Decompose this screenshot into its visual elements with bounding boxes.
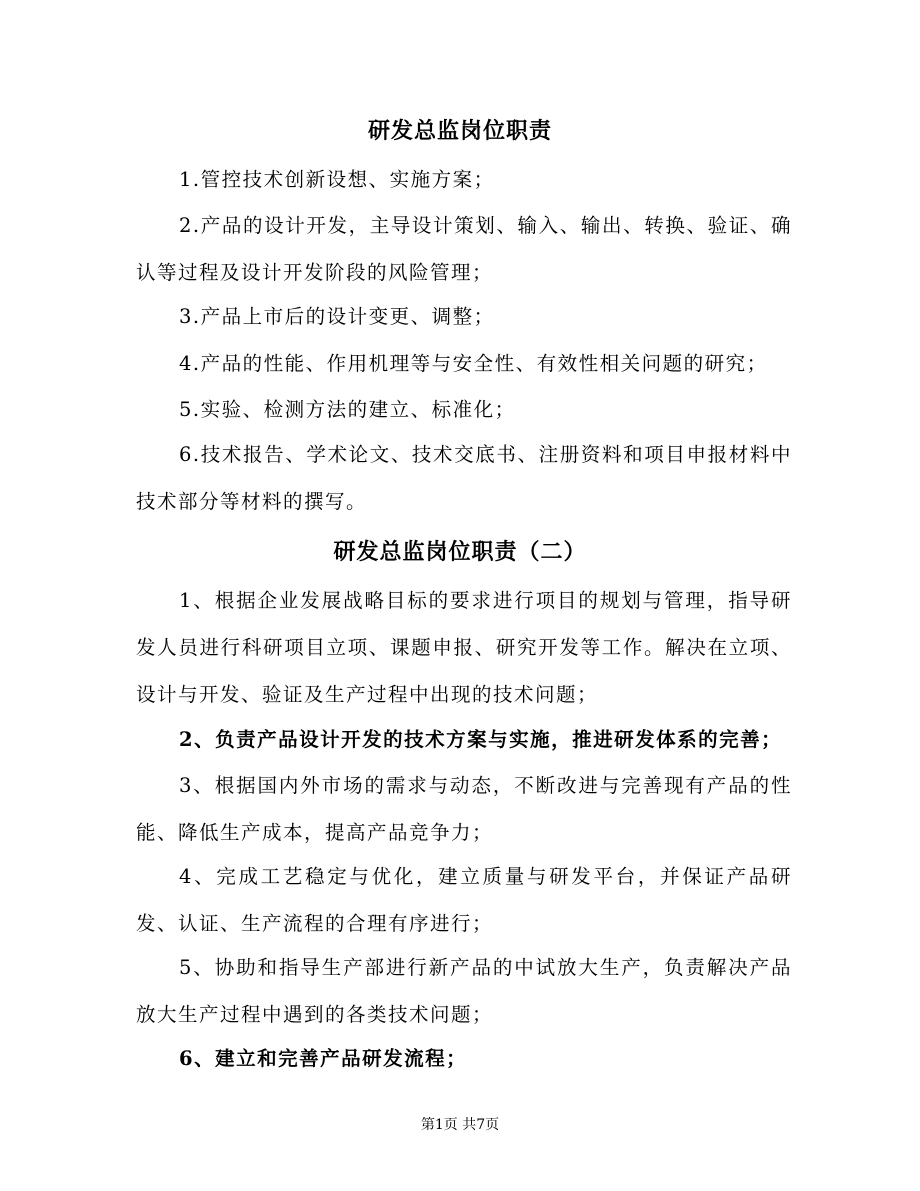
duty-item: 4.产品的性能、作用机理等与安全性、有效性相关问题的研究； [179, 352, 768, 375]
section-title: 研发总监岗位职责 [367, 118, 552, 144]
page-number: 第1页 共7页 [420, 1117, 500, 1133]
duty-item: 2、负责产品设计开发的技术方案与实施，推进研发体系的完善； [179, 728, 783, 751]
duty-item: 4、完成工艺稳定与优化，建立质量与研发平台，并保证产品研发、认证、生产流程的合理有序进行； [136, 865, 792, 935]
duty-item: 3.产品上市后的设计变更、调整； [179, 305, 495, 328]
duty-item: 1、根据企业发展战略目标的要求进行项目的规划与管理，指导研发人员进行科研项目立项、课题申报、研究开发等工作。解决在立项、设计与开发、验证及生产过程中出现的技术问题； [136, 589, 792, 706]
duty-item: 3、根据国内外市场的需求与动态，不断改进与完善现有产品的性能、降低生产成本，提高产品竞争力； [136, 774, 792, 844]
duty-item: 6、建立和完善产品研发流程； [179, 1047, 468, 1070]
duty-item: 5.实验、检测方法的建立、标准化； [179, 398, 516, 421]
duty-item: 6.技术报告、学术论文、技术交底书、注册资料和项目申报材料中技术部分等材料的撰写。 [136, 443, 792, 513]
duty-item: 2.产品的设计开发，主导设计策划、输入、输出、转换、验证、确认等过程及设计开发阶段的风险管理； [136, 214, 792, 284]
duty-item: 5、协助和指导生产部进行新产品的中试放大生产，负责解决产品放大生产过程中遇到的各类技术问题； [136, 956, 792, 1026]
duty-item: 1.管控技术创新设想、实施方案； [179, 168, 495, 191]
section-title: 研发总监岗位职责（二） [333, 539, 587, 565]
